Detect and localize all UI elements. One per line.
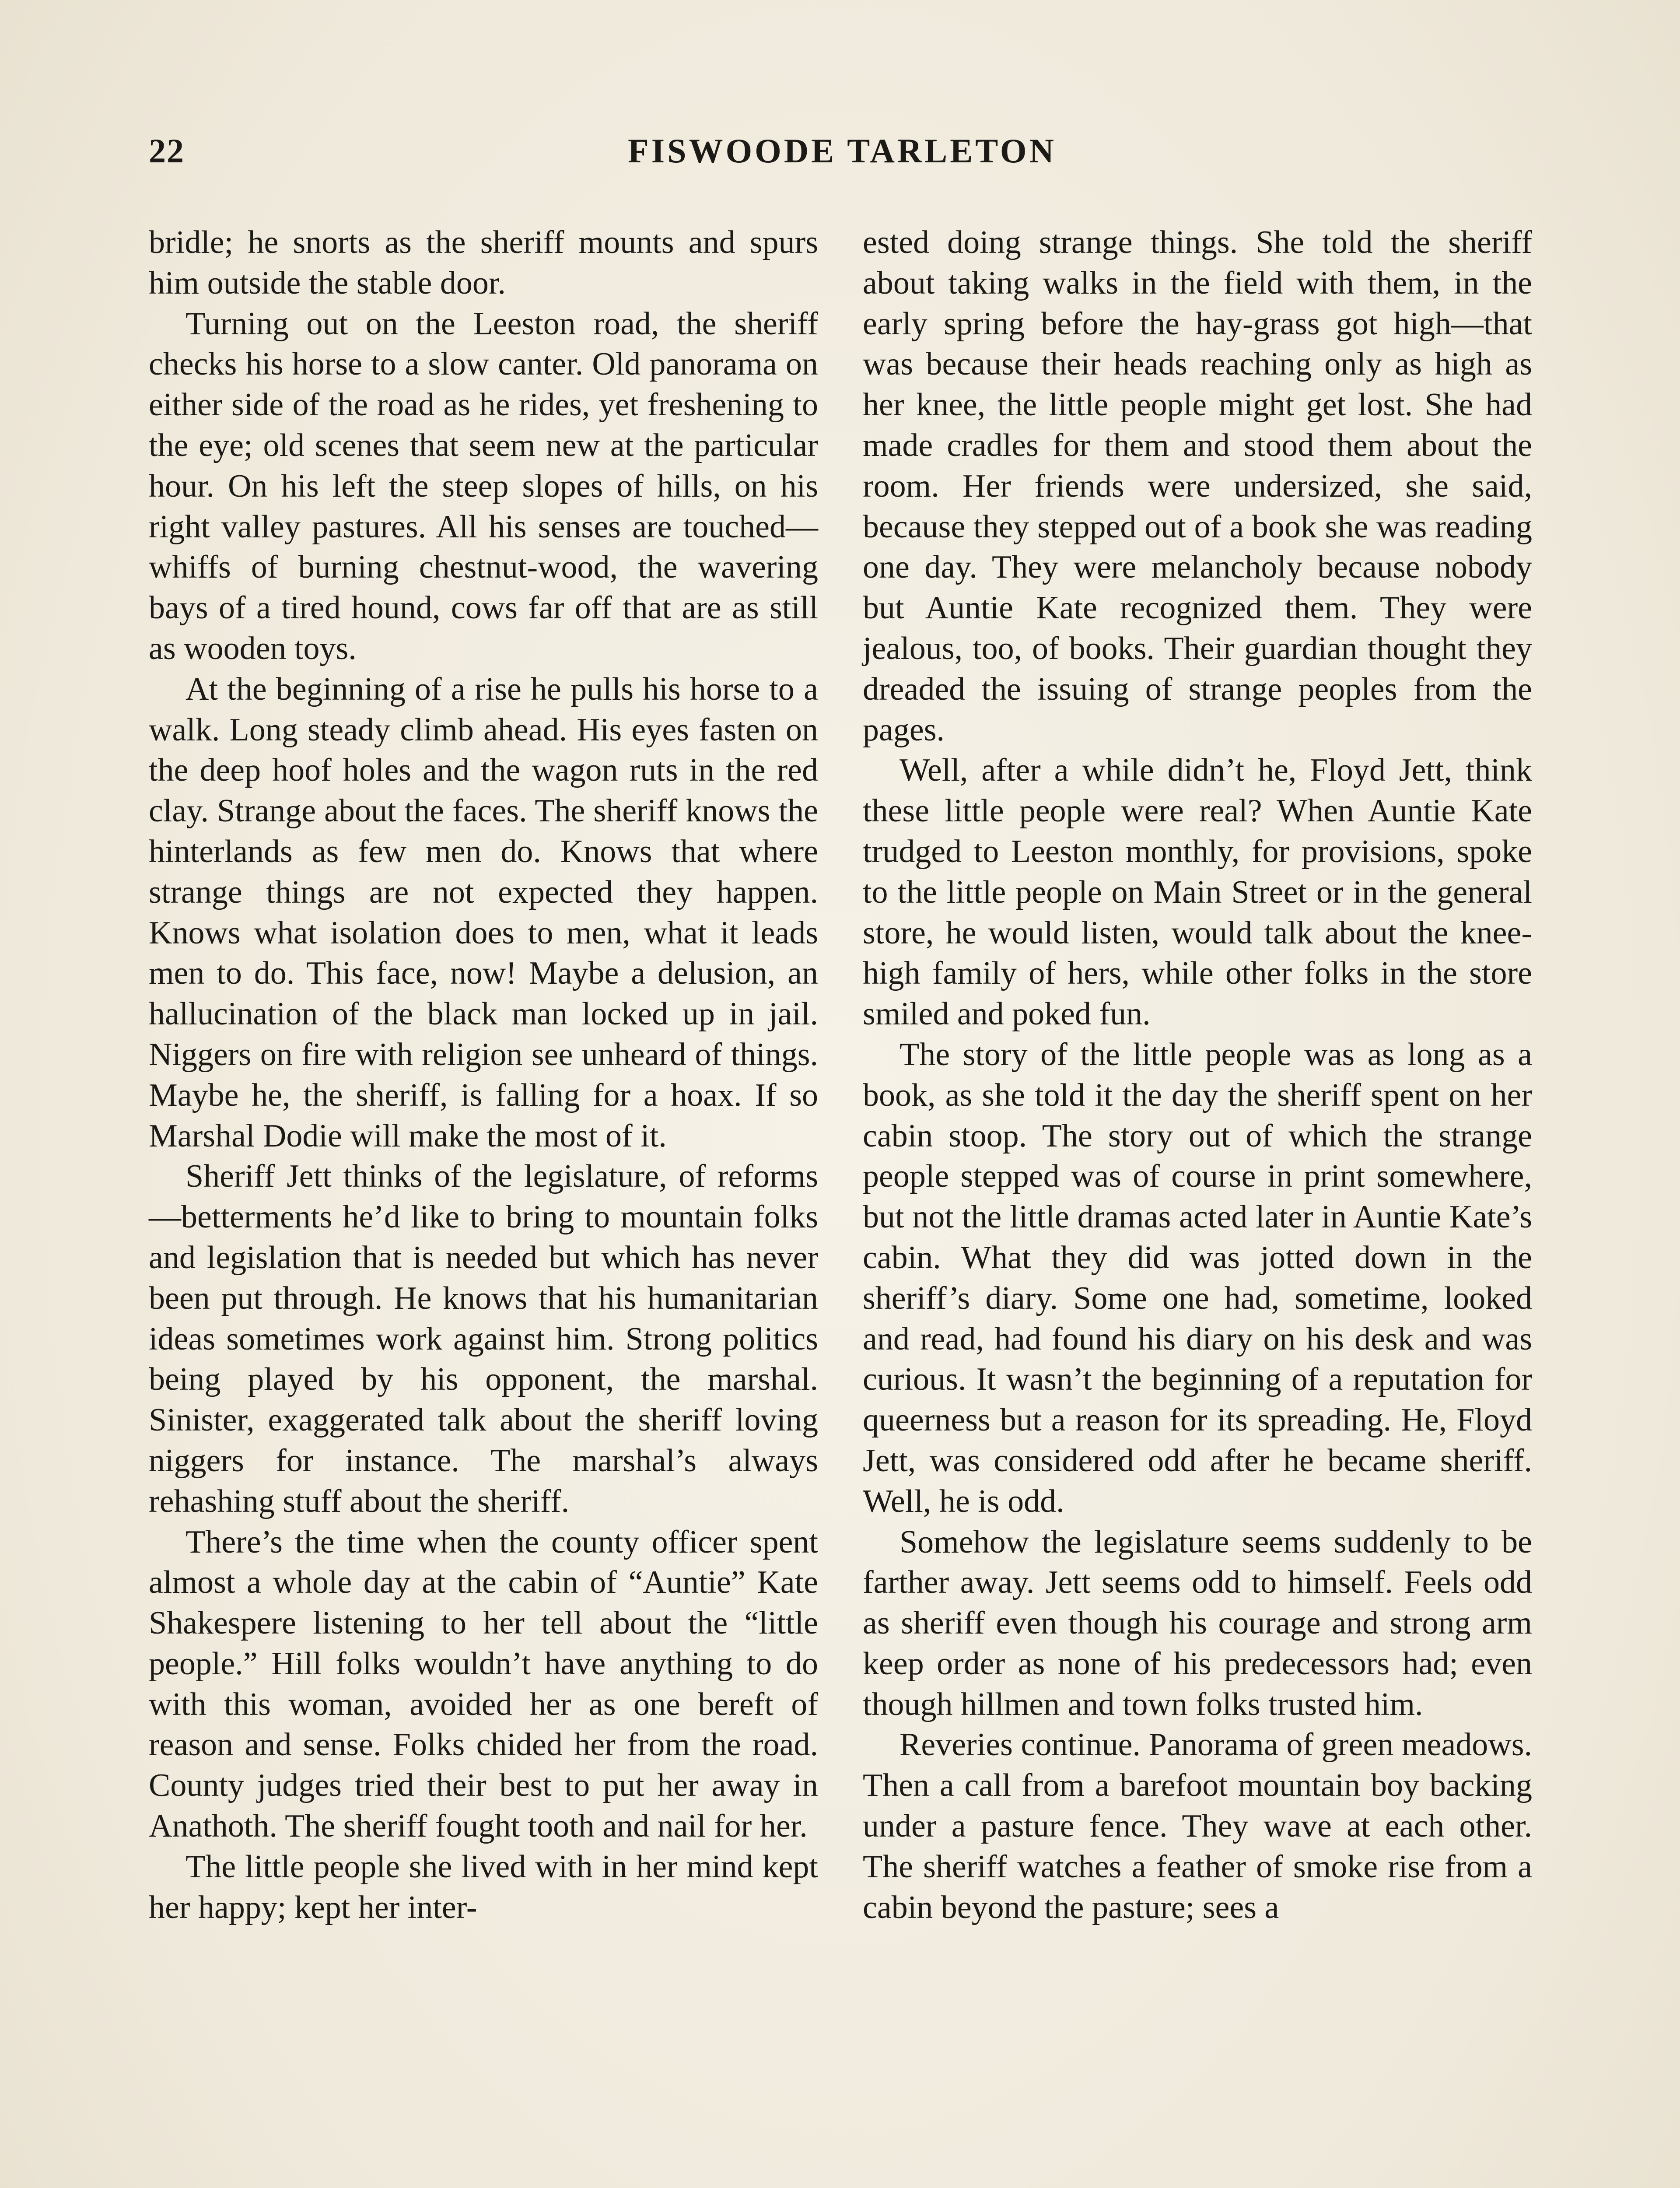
paragraph: Well, after a while didn’t he, Floyd Jett, think these little people were real? When Auntie Kate trudged to Leeston monthly, for provisions, spoke to the little people on Main Street or in the general store, he would listen, would talk about the knee-high family of hers, while other folks in the store smiled and poked fun. bbox=[863, 752, 1532, 1032]
paragraph: ested doing strange things. She told the sheriff about taking walks in the field with them, in the early spring before the hay-grass got high—that was because their heads reaching only as high as her knee, the little people might get lost. She had made cradles for them and stood them about the room. Her friends were undersized, she said, because they stepped out of a book she was reading one day. They were melancholy because nobody but Auntie Kate recognized them. They were jealous, too, of books. Their guardian thought they dreaded the issuing of strange peoples from the pages. bbox=[863, 224, 1532, 748]
paragraph: Sheriff Jett thinks of the legislature, of reforms—betterments he’d like to bring to mountain folks and legislation that is needed but which has never been put through. He knows that his humanitarian ideas sometimes work against him. Strong politics being played by his opponent, the marshal. Sinister, exaggerated talk about the sheriff loving niggers for instance. The marshal’s always rehashing stuff about the sheriff. bbox=[149, 1158, 818, 1519]
paragraph: Somehow the legislature seems suddenly to be farther away. Jett seems odd to himself. Feels odd as sheriff even though his courage and strong arm keep order as none of his predecessors had; even though hillmen and town folks trusted him. bbox=[863, 1524, 1532, 1722]
paragraph: Reveries continue. Panorama of green meadows. Then a call from a barefoot mountain boy backing under a pasture fence. They wave at each other. The sheriff watches a feather of smoke rise from a cabin beyond the pasture; sees a bbox=[863, 1727, 1532, 1925]
paragraph: The story of the little people was as long as a book, as she told it the day the sheriff spent on her cabin stoop. The story out of which the strange people stepped was of course in print somewhere, but not the little dramas acted later in Auntie Kate’s cabin. What they did was jotted down in the sheriff’s diary. Some one had, sometime, looked and read, had found his diary on his desk and was curious. It wasn’t the beginning of a reputation for queerness but a reason for its spreading. He, Floyd Jett, was considered odd after he became sheriff. Well, he is odd. bbox=[863, 1036, 1532, 1519]
paragraph: At the beginning of a rise he pulls his horse to a walk. Long steady climb ahead. His eyes fasten on the deep hoof holes and the wagon ruts in the red clay. Strange about the faces. The sheriff knows the hinterlands as few men do. Knows that where strange things are not expected they happen. Knows what isolation does to men, what it leads men to do. This face, now! Maybe a delusion, an hallucination of the black man locked up in jail. Niggers on fire with religion see unheard of things. Maybe he, the sheriff, is falling for a hoax. If so Marshal Dodie will make the most of it. bbox=[149, 671, 818, 1154]
right-column bbox=[863, 222, 1532, 1928]
paragraph: There’s the time when the county officer spent almost a whole day at the cabin of “Auntie” Kate Shakespere listening to her tell about the “little people.” Hill folks wouldn’t have anything to do with this woman, avoided her as one bereft of reason and sense. Folks chided her from the road. County judges tried their best to put her away in Anathoth. The sheriff fought tooth and nail for her. bbox=[149, 1524, 818, 1844]
page-header bbox=[149, 131, 1536, 179]
running-title: FISWOODE TARLETON bbox=[628, 132, 1057, 170]
paragraph: Turning out on the Leeston road, the sheriff checks his horse to a slow canter. Old panorama on either side of the road as he rides, yet freshening to the eye; old scenes that seem new at the particular hour. On his left the steep slopes of hills, on his right valley pastures. All his senses are touched—whiffs of burning chestnut-wood, the wavering bays of a tired hound, cows far off that are as still as wooden toys. bbox=[149, 305, 818, 666]
paragraph: bridle; he snorts as the sheriff mounts and spurs him outside the stable door. bbox=[149, 224, 818, 301]
paragraph: The little people she lived with in her mind kept her happy; kept her inter- bbox=[149, 1848, 818, 1925]
left-column bbox=[149, 222, 818, 1928]
page-number: 22 bbox=[149, 132, 185, 170]
